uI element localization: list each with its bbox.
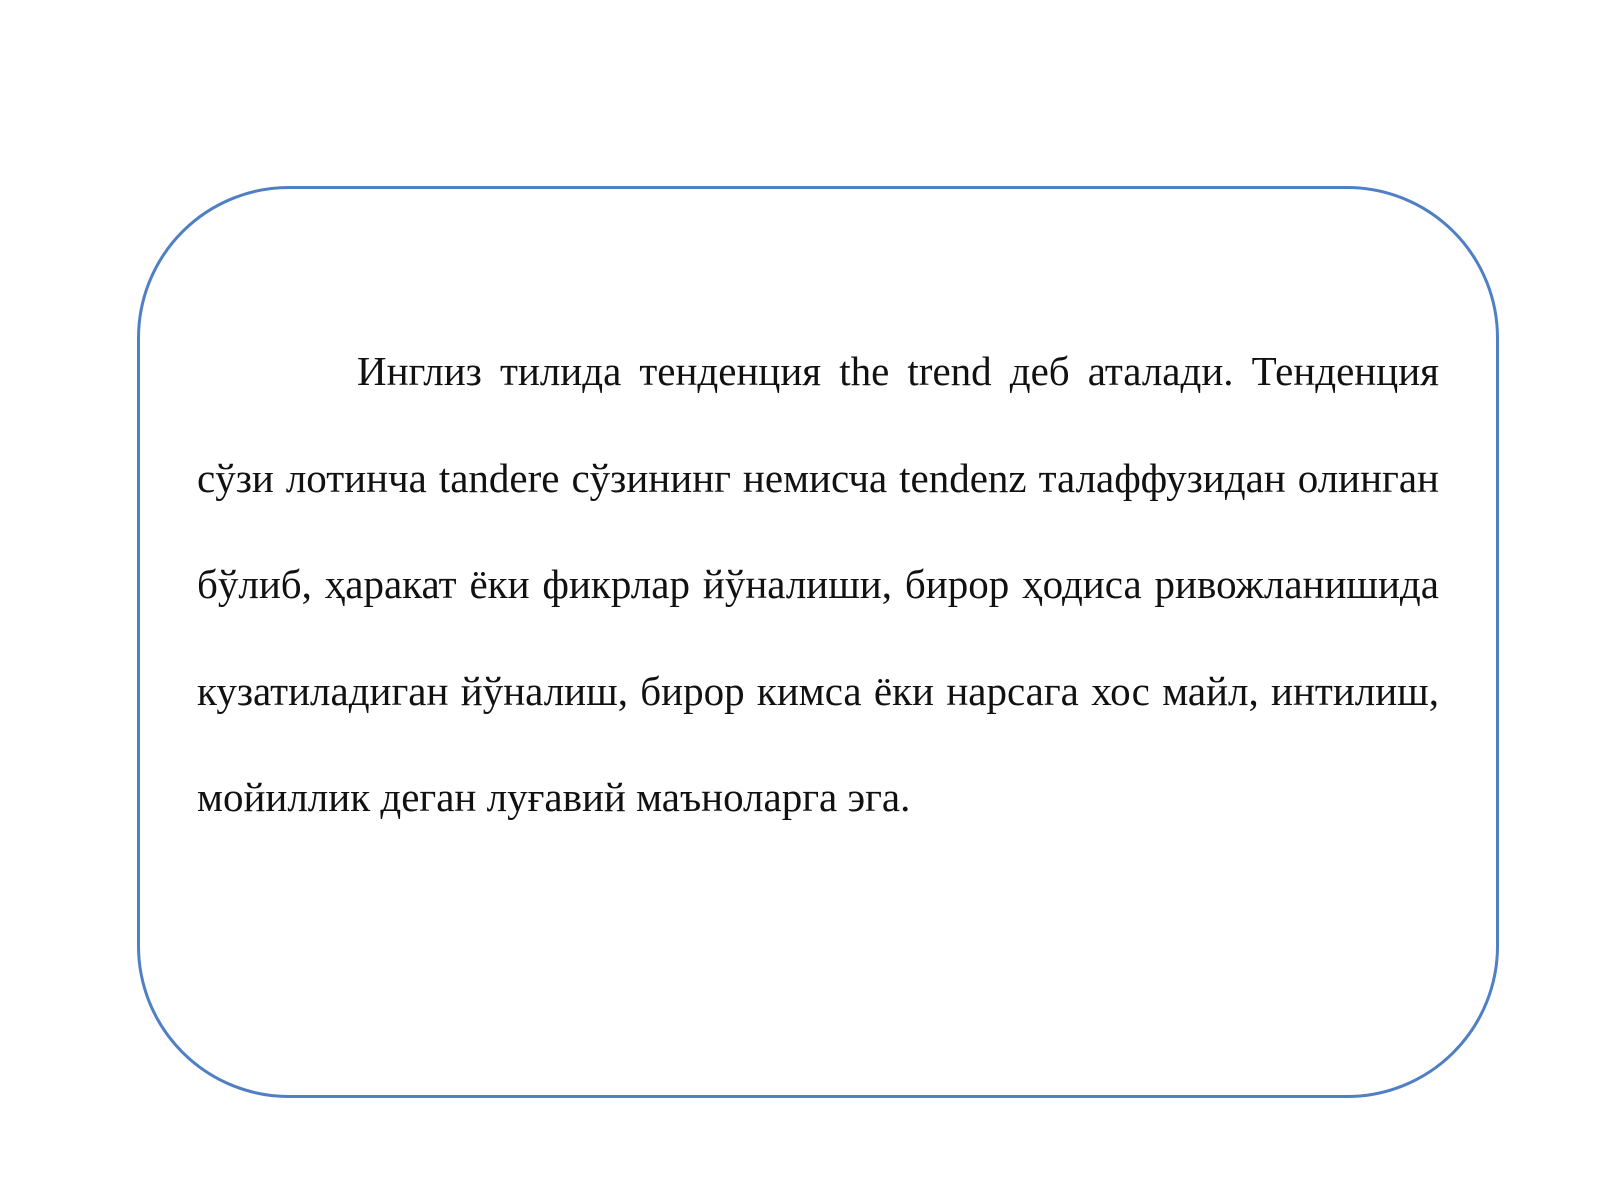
body-paragraph: Инглиз тилида тенденция the trend деб аталади. Тенденция сўзи лотинча tandere сўзининг немисча tendenz талаффузидан олинган бўлиб, ҳаракат ёки фикрлар йўналиши, бирор ҳодиса ривожланишида кузатиладиган йўналиш, бирор кимса ёки нарсага хос майл, интилиш, мойиллик деган луғавий маъноларга эга. [197, 348, 1439, 820]
